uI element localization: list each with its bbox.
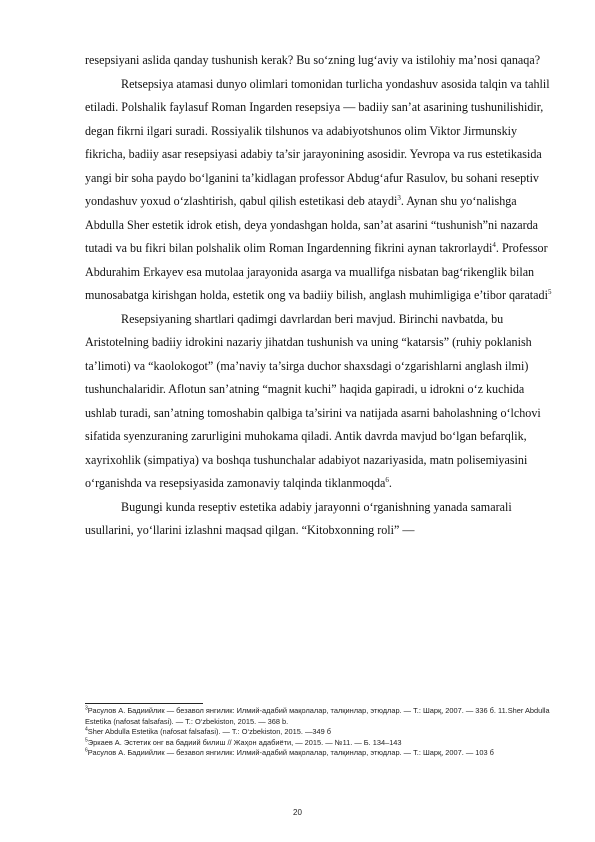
- footnotes: [85, 706, 555, 759]
- footnote-ref[interactable]: 5: [547, 287, 552, 296]
- paragraph-reception-history: Resepsiyaning shartlari qadimgi davrlardan beri mavjud. Birinchi navbatda, bu Aristotelning badiiy idrokini nazariy jihatdan tushunish va uning “katarsis” (ruhiy poklanish ta’limoti) va “kaolokogot” (ma’naviy ta’sirga duchor shaxsdagi o‘zgarishlarni anglash ilmi) tushunchalaridir. Aflotun san’atning “magnit kuchi” haqida gapiradi, u idrokni o‘z kuchida ushlab turadi, san’atning tomoshabin qalbiga ta’sirini va natijada asarni baholashning o‘lchovi sifatida syenzuraning zarurligini muhokama qiladi. Antik davrda mavjud bo‘lgan befarqlik, xayrixohlik (simpatiya) va boshqa tushunchalar adabiyot nazariyasida, matn polisemiyasini o‘rganishda va resepsiyasida zamonaviy talqinda tiklanmoqda$^6$.: [85, 311, 541, 490]
- footnote-ref[interactable]: 3: [397, 193, 401, 202]
- paragraph-continuation: resepsiyani aslida qanday tushunish kerak? Bu so‘zning lug‘aviy va istilohiy ma’nosi qanaqa?: [85, 53, 541, 67]
- footnote-divider: [85, 703, 203, 704]
- paragraph-receptive-aesthetics: Bugungi kunda reseptiv estetika adabiy jarayonni o‘rganishning yanada samarali usullarini, yo‘llarini izlashni maqsad qilgan. “Kitobxonning roli” —: [85, 499, 512, 537]
- footnote-ref[interactable]: 4: [492, 240, 496, 249]
- footnote-item: $^3$Расулов А. Бадиийлик — безавол янгилик: Илмий-адабий мақолалар, талқинлар, этюдлар. — Т.: Шарқ, 2007. — 336 б. 11.Sher Abdulla Estetika (nafosat falsafasi). — T.: O‘zbekiston, 2015. — 368 b.: [85, 705, 550, 726]
- footnote-item: $^4$Sher Abdulla Estetika (nafosat falsafasi). — T.: O‘zbekiston, 2015. —349 б: [85, 726, 331, 737]
- footnote-item: $^6$Расулов А. Бадиийлик — безавол янгилик: Илмий-адабий мақолалар, талқинлар, этюдлар. — Т.: Шарқ, 2007. — 103 б: [85, 747, 494, 758]
- footnote-ref[interactable]: 6: [385, 475, 389, 484]
- footnote-item: $^5$Эркаев А. Эстетик онг ва бадиий билиш // Жаҳон адабиёти, — 2015. — №11. — Б. 134–143: [85, 737, 402, 747]
- paragraph-reception-definitions: Retsepsiya atamasi dunyo olimlari tomonidan turlicha yondashuv asosida talqin va tahlil etiladi. Polshalik faylasuf Roman Ingarden resepsiya — badiiy san’at asarining tushunilishidir, degan fikrni ilgari suradi. Rossiyalik tilshunos va adabiyotshunos olim Viktor Jirmunskiy fikricha, badiiy asar resepsiyasi adabiy ta’sir jarayonining asosidir. Yevropa va rus estetikasida yangi bir soha paydo bo‘lganini ta’kidlagan professor Abdug‘afur Rasulov, bu sohani reseptiv yondashuv yoxud o‘zlashtirish, qabul qilish estetikasi deb ataydi$^3$. Aynan shu yo‘nalishga Abdulla Sher estetik idrok etish, deya yondashgan holda, san’at asarini “tushunish”ni nazarda tutadi va bu fikri bilan polshalik olim Roman Ingardenning fikrini aynan takrorlaydi$^4$. Professor Abdurahim Erkayev esa mutolaa jarayonida asarga va muallifga nisbatan bag‘rikenglik bilan munosabatga kirishgan holda, estetik ong va badiiy bilish, anglash muhimligiga e’tibor qaratadi$^5$: [85, 76, 552, 302]
- page-number: 20: [293, 808, 302, 817]
- body-text: [85, 49, 553, 543]
